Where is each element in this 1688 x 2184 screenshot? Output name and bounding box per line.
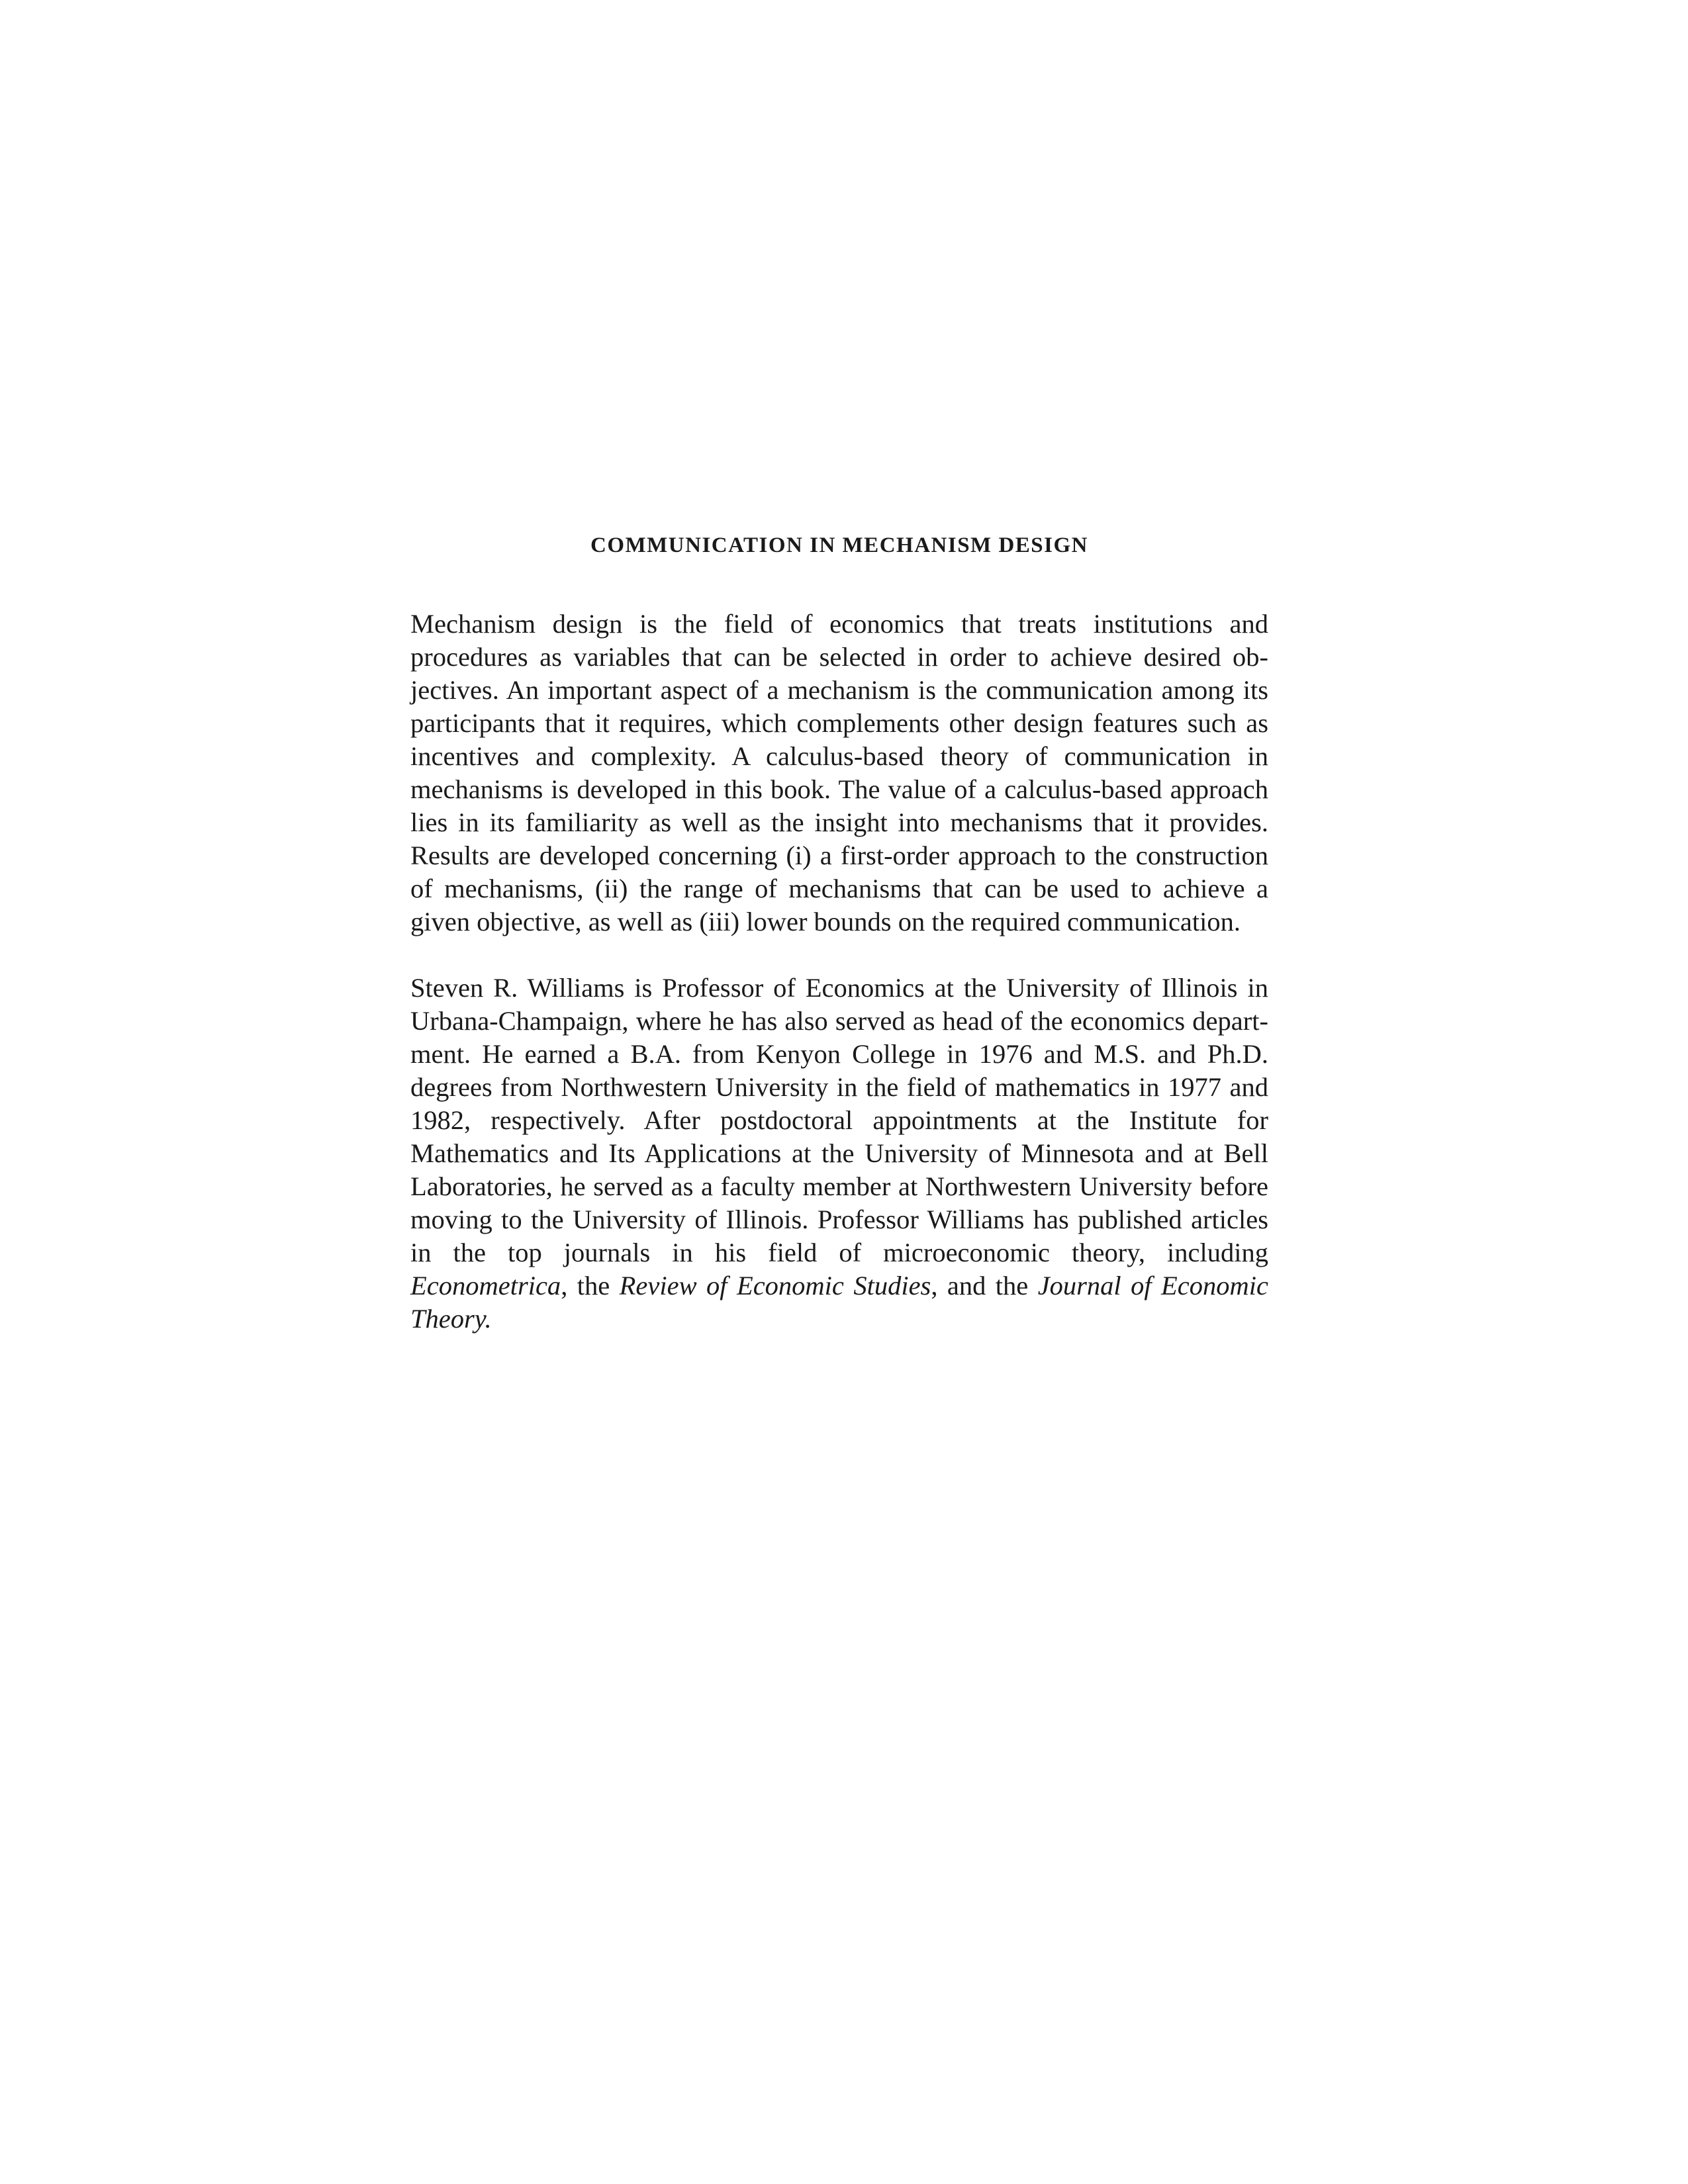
- journal-econometrica: Econometrica: [410, 1271, 561, 1300]
- author-bio: [410, 972, 1268, 1336]
- text-block: [410, 529, 1268, 1336]
- journal-review-of-economic-studies: Review of Economic Studies: [619, 1271, 931, 1300]
- author-bio-separator: , the: [561, 1271, 620, 1300]
- author-bio-separator: , and the: [931, 1271, 1038, 1300]
- book-title: COMMUNICATION IN MECHANISM DESIGN: [590, 533, 1088, 557]
- author-bio-text: Steven R. Williams is Professor of Economics at the University of Illinois in Urbana-Champaign, where he has also served as head of the economics department. He earned a B.A. from Kenyon College in 1976 and M.S. and Ph.D. degrees from Northwestern University in the field of mathematics in 1977 and 1982, respectively. After postdoctoral appointments at the Institute for Mathematics and Its Applications at the University of Minnesota and at Bell Laboratories, he served as a faculty member at Northwestern University before moving to the University of Illinois. Professor Williams has published articles in the top journals in his field of microeconomic theory, including: [410, 973, 1268, 1267]
- journal-of-economic-theory: Journal of Economic Theory.: [410, 1271, 1268, 1334]
- book-description: Mechanism design is the field of economics that treats institutions and procedures as variables that can be selected in order to achieve desired objectives. An important aspect of a mechanism is the communication among its participants that it requires, which complements other design features such as incentives and complexity. A calculus-based theory of communication in mechanisms is developed in this book. The value of a calculus-based approach lies in its familiarity as well as the insight into mechanisms that it provides. Results are developed concerning (i) a first-order approach to the construction of mechanisms, (ii) the range of mechanisms that can be used to achieve a given objective, as well as (iii) lower bounds on the required communication.: [410, 609, 1268, 936]
